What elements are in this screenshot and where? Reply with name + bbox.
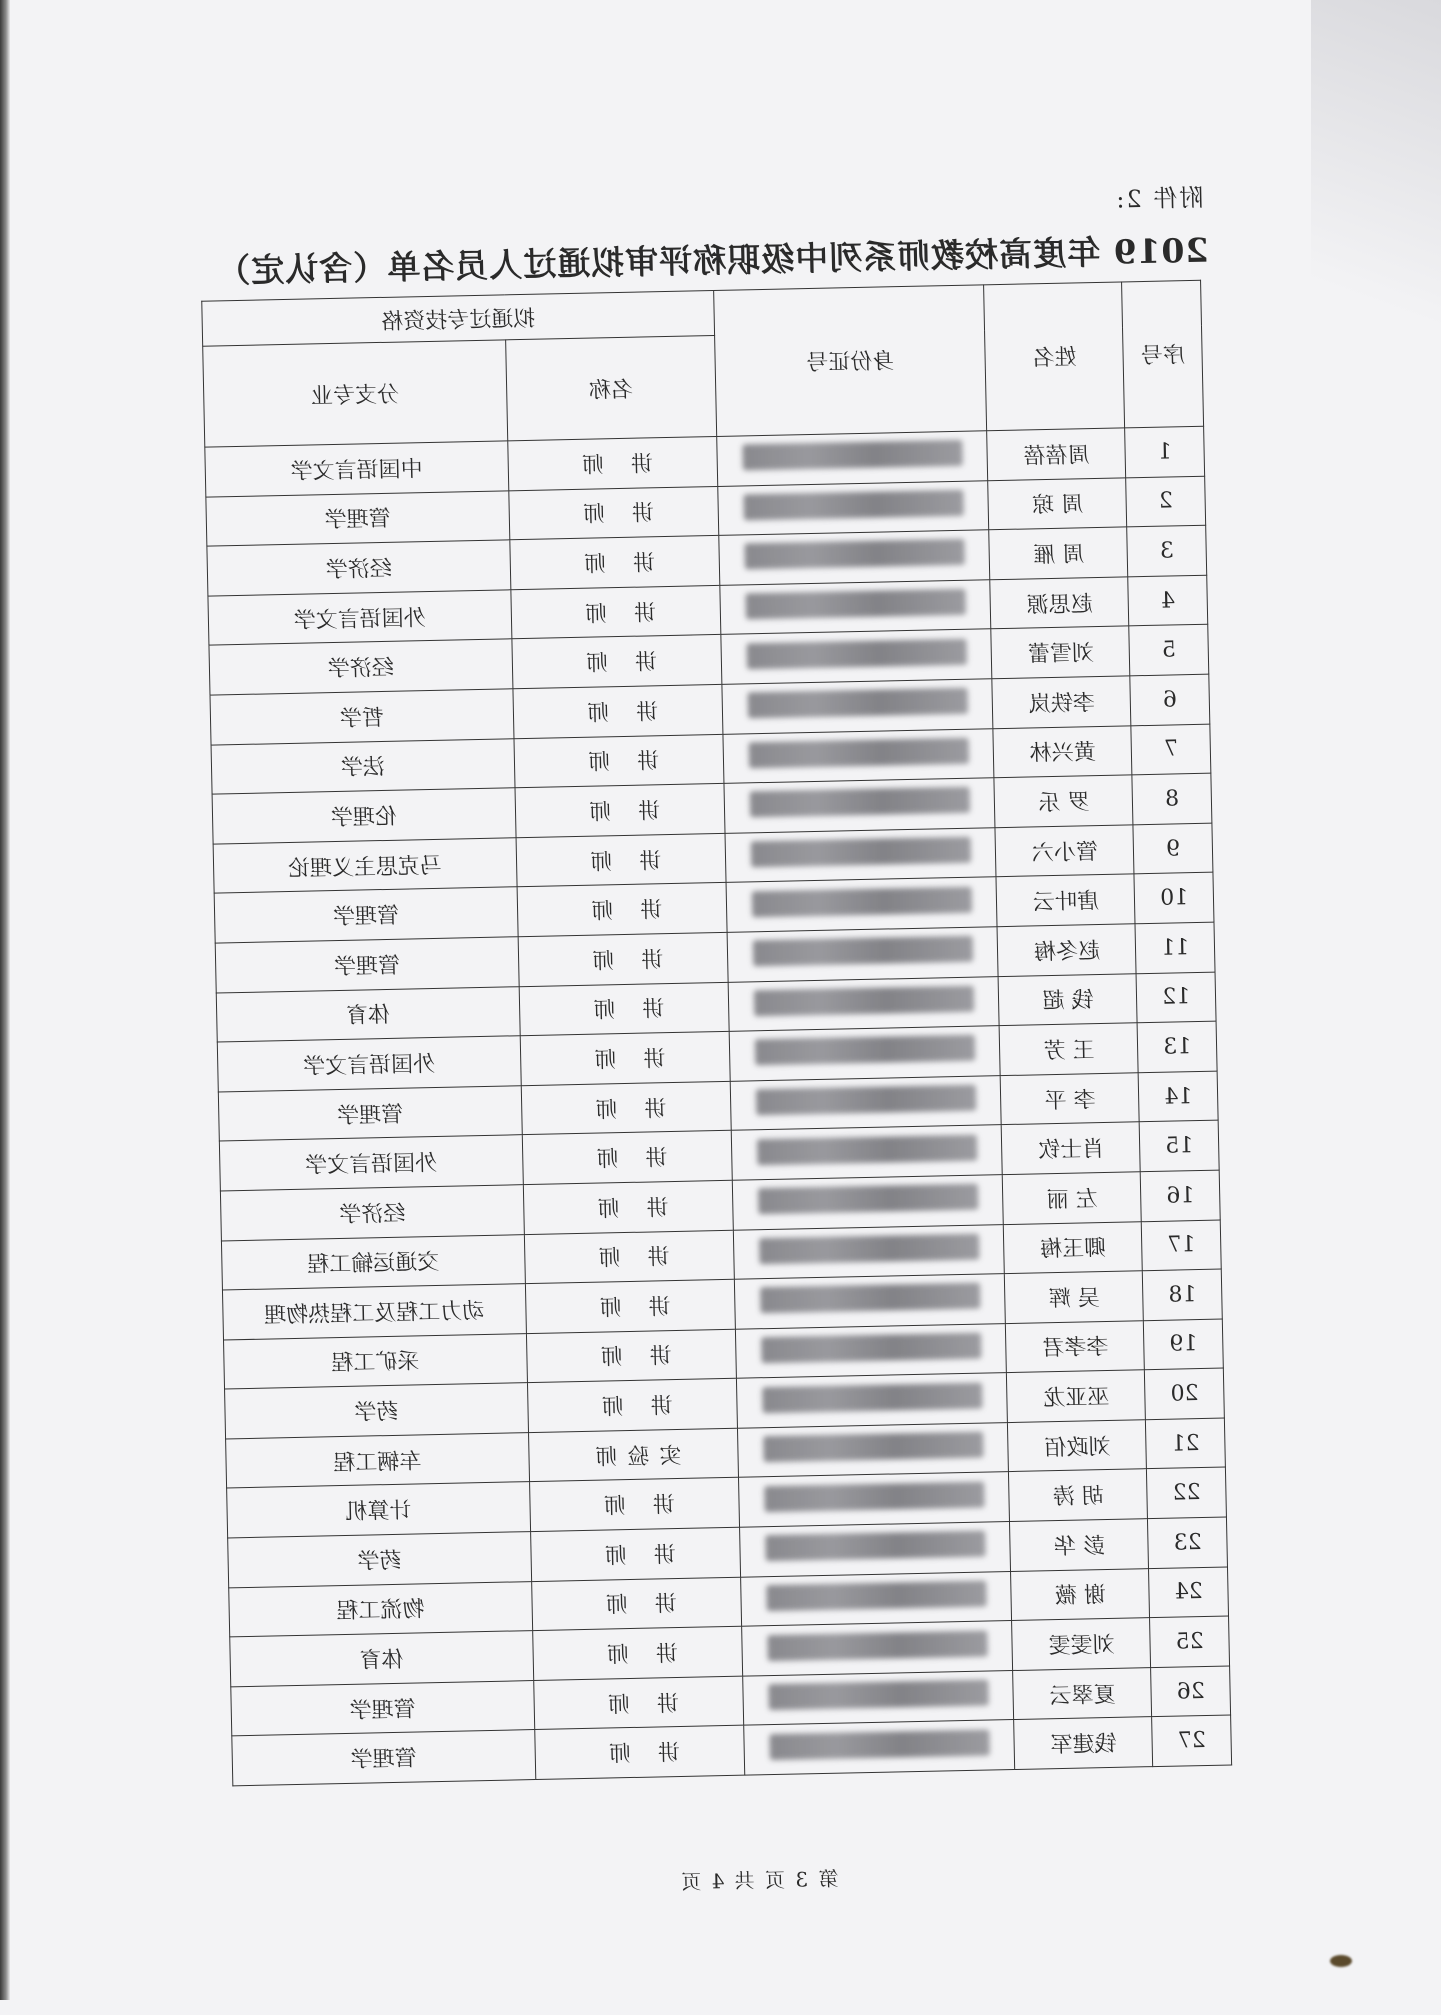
cell-seq: 9	[1133, 823, 1213, 874]
cell-major: 药学	[225, 1383, 529, 1439]
cell-id-number	[744, 1720, 1016, 1775]
cell-id-number	[730, 1075, 1002, 1130]
cell-title: 讲 师	[515, 784, 725, 838]
header-major: 分支专业	[203, 340, 508, 447]
cell-title: 讲 师	[517, 883, 727, 937]
cell-major: 经济学	[207, 540, 511, 596]
cell-title: 讲 师	[511, 635, 721, 689]
cell-id-number	[733, 1224, 1005, 1279]
cell-id-number	[728, 976, 1000, 1031]
cell-title: 讲 师	[518, 932, 728, 986]
cell-name: 周蓓蓓	[987, 428, 1126, 480]
cell-major: 伦理学	[212, 788, 516, 844]
cell-name: 赵思源	[990, 577, 1129, 629]
redacted-id-blur	[744, 539, 964, 570]
cell-name: 左 丽	[1003, 1172, 1142, 1224]
cell-name: 赵冬梅	[998, 924, 1137, 976]
redacted-id-blur	[742, 440, 962, 471]
ink-speck	[1330, 1955, 1352, 1967]
cell-title: 讲 师	[524, 1230, 734, 1284]
cell-name: 李铁岚	[992, 676, 1131, 728]
cell-title: 讲 师	[522, 1131, 732, 1185]
redacted-id-blur	[749, 787, 969, 818]
cell-name: 刘政佰	[1008, 1420, 1147, 1472]
cell-seq: 3	[1127, 525, 1207, 576]
cell-id-number	[721, 629, 993, 684]
redacted-id-blur	[766, 1581, 986, 1612]
attachment-label: 附件 2:	[1114, 183, 1204, 214]
cell-title: 讲 师	[529, 1478, 739, 1532]
cell-major: 哲学	[210, 689, 514, 745]
redacted-id-blur	[758, 1184, 978, 1215]
cell-major: 药学	[228, 1532, 532, 1588]
cell-id-number	[736, 1373, 1008, 1428]
cell-id-number	[720, 580, 992, 635]
cell-title: 讲 师	[530, 1527, 740, 1581]
cell-major: 物流工程	[229, 1581, 533, 1637]
cell-name: 钱建军	[1014, 1717, 1153, 1769]
cell-name: 谢 薇	[1011, 1568, 1150, 1620]
redacted-id-blur	[750, 837, 970, 868]
cell-id-number	[742, 1621, 1014, 1676]
cell-name: 钱 超	[999, 973, 1138, 1025]
cell-name: 彭 华	[1010, 1519, 1149, 1571]
cell-major: 经济学	[209, 639, 513, 695]
cell-id-number	[727, 927, 999, 982]
cell-title: 讲 师	[507, 436, 717, 490]
redacted-id-blur	[768, 1680, 988, 1711]
cell-major: 交通运输工程	[221, 1234, 525, 1290]
header-title: 名称	[505, 335, 716, 440]
cell-seq: 2	[1126, 476, 1206, 527]
cell-seq: 23	[1148, 1517, 1228, 1568]
cell-title: 讲 师	[525, 1279, 735, 1333]
cell-major: 外国语言文学	[208, 590, 512, 646]
cell-seq: 1	[1125, 426, 1205, 477]
cell-title: 实验师	[528, 1428, 738, 1482]
cell-id-number	[743, 1670, 1015, 1725]
cell-id-number	[725, 827, 997, 882]
cell-title: 讲 师	[527, 1379, 737, 1433]
cell-seq: 18	[1143, 1269, 1223, 1320]
redacted-id-blur	[764, 1481, 984, 1512]
cell-seq: 25	[1150, 1616, 1230, 1667]
cell-seq: 11	[1135, 922, 1215, 973]
cell-name: 巫亚龙	[1007, 1370, 1146, 1422]
redacted-id-blur	[763, 1432, 983, 1463]
header-name: 姓名	[984, 282, 1125, 431]
cell-title: 讲 师	[514, 734, 724, 788]
redacted-id-blur	[752, 936, 972, 967]
header-seq: 序号	[1122, 280, 1204, 428]
redacted-id-blur	[762, 1382, 982, 1413]
cell-major: 管理学	[206, 490, 510, 546]
cell-seq: 6	[1130, 674, 1210, 725]
cell-id-number	[732, 1175, 1004, 1230]
cell-name: 周 琼	[988, 477, 1127, 529]
cell-id-number	[729, 1026, 1001, 1081]
cell-id-number	[738, 1472, 1010, 1527]
cell-title: 讲 师	[523, 1180, 733, 1234]
cell-name: 管小六	[995, 825, 1134, 877]
cell-seq: 21	[1146, 1418, 1226, 1469]
cell-seq: 20	[1145, 1368, 1225, 1419]
cell-id-number	[723, 728, 995, 783]
redacted-id-blur	[755, 1035, 975, 1066]
cell-id-number	[722, 679, 994, 734]
cell-title: 讲 师	[531, 1577, 741, 1631]
cell-title: 讲 师	[520, 1031, 730, 1085]
cell-major: 马克思主义理论	[213, 837, 517, 893]
cell-major: 车辆工程	[226, 1432, 530, 1488]
cell-seq: 10	[1134, 872, 1214, 923]
redacted-id-blur	[761, 1333, 981, 1364]
cell-title: 讲 师	[508, 486, 718, 540]
cell-major: 外国语言文学	[217, 1036, 521, 1092]
cell-name: 王 芳	[1000, 1023, 1139, 1075]
cell-seq: 13	[1138, 1021, 1218, 1072]
cell-name: 罗 乐	[994, 775, 1133, 827]
redacted-id-blur	[769, 1729, 989, 1760]
cell-seq: 17	[1142, 1220, 1222, 1271]
cell-seq: 24	[1149, 1567, 1229, 1618]
header-qualification-group: 拟通过专技资格	[202, 290, 715, 346]
cell-major: 管理学	[218, 1085, 522, 1141]
cell-major: 管理学	[231, 1680, 535, 1736]
cell-major: 中国语言文学	[205, 441, 509, 497]
redacted-id-blur	[754, 986, 974, 1017]
cell-id-number	[737, 1422, 1009, 1477]
cell-name: 刘雪蕾	[991, 626, 1130, 678]
cell-title: 讲 师	[521, 1081, 731, 1135]
redacted-id-blur	[751, 886, 971, 917]
cell-seq: 15	[1140, 1120, 1220, 1171]
cell-seq: 8	[1132, 773, 1212, 824]
cell-major: 管理学	[214, 887, 518, 943]
cell-seq: 14	[1139, 1071, 1219, 1122]
cell-name: 李孝君	[1006, 1320, 1145, 1372]
cell-seq: 22	[1147, 1467, 1227, 1518]
cell-title: 讲 师	[519, 982, 729, 1036]
cell-name: 卿玉梅	[1004, 1221, 1143, 1273]
cell-name: 唐叶云	[996, 874, 1135, 926]
cell-name: 胡 涛	[1009, 1469, 1148, 1521]
redacted-id-blur	[743, 490, 963, 521]
redacted-id-blur	[756, 1085, 976, 1116]
cell-major: 计算机	[227, 1482, 531, 1538]
cell-name: 周 雁	[989, 527, 1128, 579]
cell-name: 夏翠云	[1013, 1667, 1152, 1719]
cell-title: 讲 师	[509, 536, 719, 590]
redacted-id-blur	[767, 1630, 987, 1661]
cell-title: 讲 师	[532, 1626, 742, 1680]
cell-seq: 12	[1136, 972, 1216, 1023]
cell-title: 讲 师	[533, 1676, 743, 1730]
cell-name: 肖士钦	[1002, 1122, 1141, 1174]
redacted-id-blur	[746, 638, 966, 669]
cell-id-number	[717, 431, 989, 486]
cell-name: 李 平	[1001, 1072, 1140, 1124]
cell-title: 讲 师	[526, 1329, 736, 1383]
redacted-id-blur	[757, 1134, 977, 1165]
cell-title: 讲 师	[516, 833, 726, 887]
cell-major: 管理学	[232, 1730, 536, 1786]
cell-major: 外国语言文学	[219, 1135, 523, 1191]
cell-id-number	[739, 1522, 1011, 1577]
cell-id-number	[719, 530, 991, 585]
redacted-id-blur	[765, 1531, 985, 1562]
cell-seq: 19	[1144, 1319, 1224, 1370]
cell-name: 吴 辉	[1005, 1271, 1144, 1323]
cell-seq: 16	[1141, 1170, 1221, 1221]
document-title: 2019 年度高校教师系列中级职称评审拟通过人员名单（含认定）	[215, 230, 1209, 291]
cell-seq: 5	[1129, 625, 1209, 676]
cell-id-number	[734, 1274, 1006, 1329]
cell-seq: 4	[1128, 575, 1208, 626]
redacted-id-blur	[745, 589, 965, 620]
cell-major: 体育	[216, 986, 520, 1042]
cell-seq: 7	[1131, 724, 1211, 775]
cell-major: 管理学	[215, 937, 519, 993]
cell-name: 黄兴林	[993, 725, 1132, 777]
cell-title: 讲 师	[510, 585, 720, 639]
cell-title: 讲 师	[512, 684, 722, 738]
redacted-id-blur	[748, 738, 968, 769]
cell-id-number	[724, 778, 996, 833]
header-id-number: 身份证号	[714, 285, 988, 437]
cell-major: 经济学	[220, 1185, 524, 1241]
cell-id-number	[741, 1571, 1013, 1626]
cell-major: 体育	[230, 1631, 534, 1687]
cell-major: 动力工程及工程热物理	[222, 1284, 526, 1340]
roster-table	[201, 280, 1232, 1787]
cell-name: 刘雯雯	[1012, 1618, 1151, 1670]
cell-title: 讲 师	[534, 1726, 744, 1780]
cell-id-number	[735, 1323, 1007, 1378]
redacted-id-blur	[759, 1233, 979, 1264]
cell-major: 采矿工程	[224, 1333, 528, 1389]
redacted-id-blur	[760, 1283, 980, 1314]
roster-body	[205, 426, 1232, 1786]
redacted-id-blur	[747, 688, 967, 719]
cell-id-number	[726, 877, 998, 932]
cell-seq: 27	[1152, 1715, 1232, 1766]
cell-id-number	[718, 480, 990, 535]
cell-id-number	[731, 1125, 1003, 1180]
page-footer: 第 3 页 共 4 页	[678, 1866, 839, 1895]
cell-seq: 26	[1151, 1666, 1231, 1717]
cell-major: 法学	[211, 738, 515, 794]
